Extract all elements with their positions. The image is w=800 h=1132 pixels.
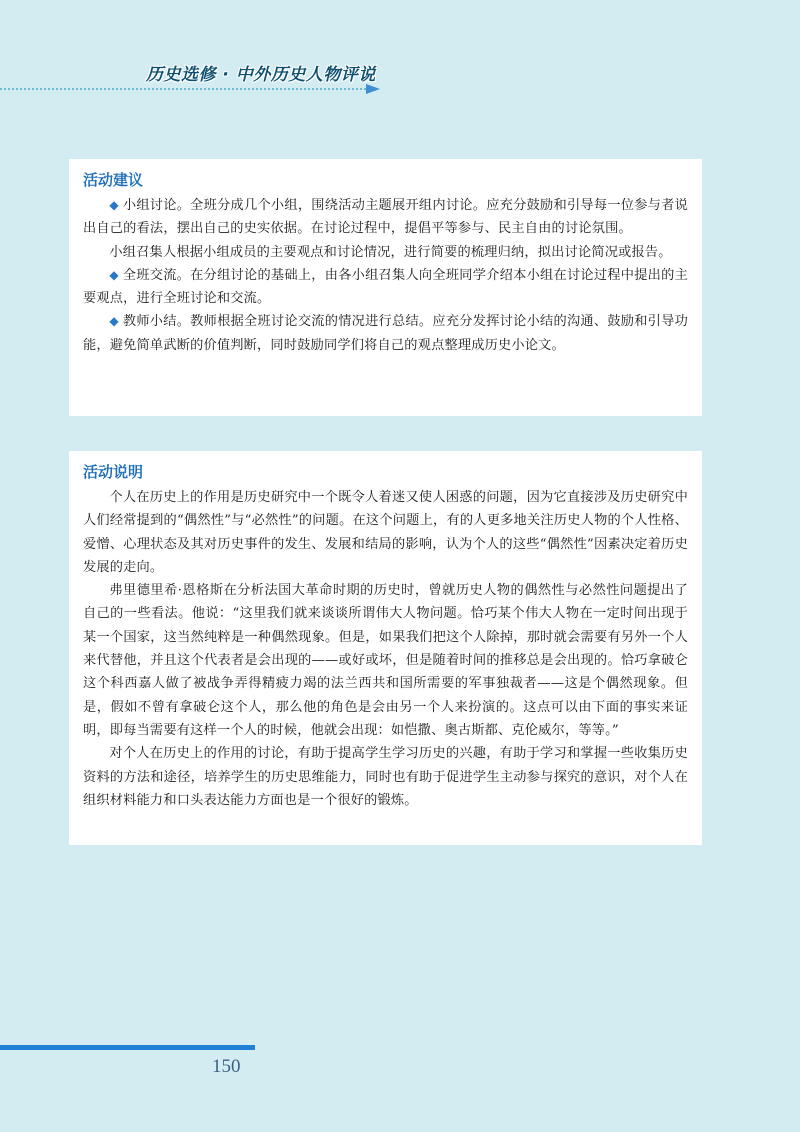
paragraph-text: 个人在历史上的作用是历史研究中一个既令人着迷又使人困惑的问题，因为它直接涉及历史研究中人们经常提到的“偶然性”与“必然性”的问题。在这个问题上，有的人更多地关注历史人物的个人性格、爱憎、心理状态及其对历史事件的发生、发展和结局的影响，认为个人的这些“偶然性”因素决定着历史发展的走向。 [83,490,688,575]
paragraph-text: 小组召集人根据小组成员的主要观点和讨论情况，进行简要的梳理归纳，拟出讨论简况或报告。 [109,244,672,260]
page-number: 150 [212,1056,241,1077]
explanation-paragraph-intro [83,486,688,579]
section-heading-explanation: 活动说明 [83,463,144,481]
suggestion-paragraph-teacher-summary [83,310,688,357]
paragraph-text: 对个人在历史上的作用的讨论，有助于提高学生学习历史的兴趣，有助于学习和掌握一些收集历史资料的方法和途径，培养学生的历史思维能力，同时也有助于促进学生主动参与探究的意识，对个人在组织材料能力和口头表达能力方面也是一个很好的锻炼。 [83,746,688,808]
activity-suggestions-panel [69,159,702,416]
diamond-bullet-icon: ◆ [109,267,119,282]
explanation-paragraph-conclusion [83,742,688,812]
footer-accent-bar [0,1045,255,1050]
header-dotted-rule [0,88,366,90]
diamond-bullet-icon: ◆ [109,314,119,329]
suggestion-paragraph-convener [83,241,688,264]
running-header-title: 历史选修 · 中外历史人物评说 [146,65,376,85]
explanation-paragraph-engels-quote [83,579,688,742]
paragraph-text: 教师小结。教师根据全班讨论交流的情况进行总结。应充分发挥讨论小结的沟通、鼓励和引导功能，避免简单武断的价值判断，同时鼓励同学们将自己的观点整理成历史小论文。 [83,314,688,353]
paragraph-text: 全班交流。在分组讨论的基础上，由各小组召集人向全班同学介绍本小组在讨论过程中提出的主要观点，进行全班讨论和交流。 [83,267,688,307]
paragraph-text: 小组讨论。全班分成几个小组，围绕活动主题展开组内讨论。应充分鼓励和引导每一位参与者说出自己的看法，摆出自己的史实依据。在讨论过程中，提倡平等参与、民主自由的讨论氛围。 [83,198,688,237]
suggestion-paragraph-class-exchange [83,264,688,311]
suggestion-paragraph-group-discussion [83,194,688,241]
section-heading-suggestions: 活动建议 [83,171,144,189]
diamond-bullet-icon: ◆ [109,198,119,212]
header-arrow-icon [366,84,380,94]
activity-explanation-panel [69,451,702,845]
paragraph-text: 弗里德里希·恩格斯在分析法国大革命时期的历史时，曾就历史人物的偶然性与必然性问题提出了自己的一些看法。他说：“这里我们就来谈谈所谓伟大人物问题。恰巧某个伟大人物在一定时间出现于某一个国家，这当然纯粹是一种偶然现象。但是，如果我们把这个人除掉，那时就会需要有另外一个人来代替他，并且这个代表者是会出现的——或好或坏，但是随着时间的推移总是会出现的。恰巧拿破仑这个科西嘉人做了被战争弄得精疲力竭的法兰西共和国所需要的军事独裁者——这是个偶然现象。但是，假如不曾有拿破仑这个人，那么他的角色是会由另一个人来扮演的。这点可以由下面的事实来证明，即每当需要有这样一个人的时候，他就会出现：如恺撒、奥古斯都、克伦威尔，等等。” [83,583,688,738]
